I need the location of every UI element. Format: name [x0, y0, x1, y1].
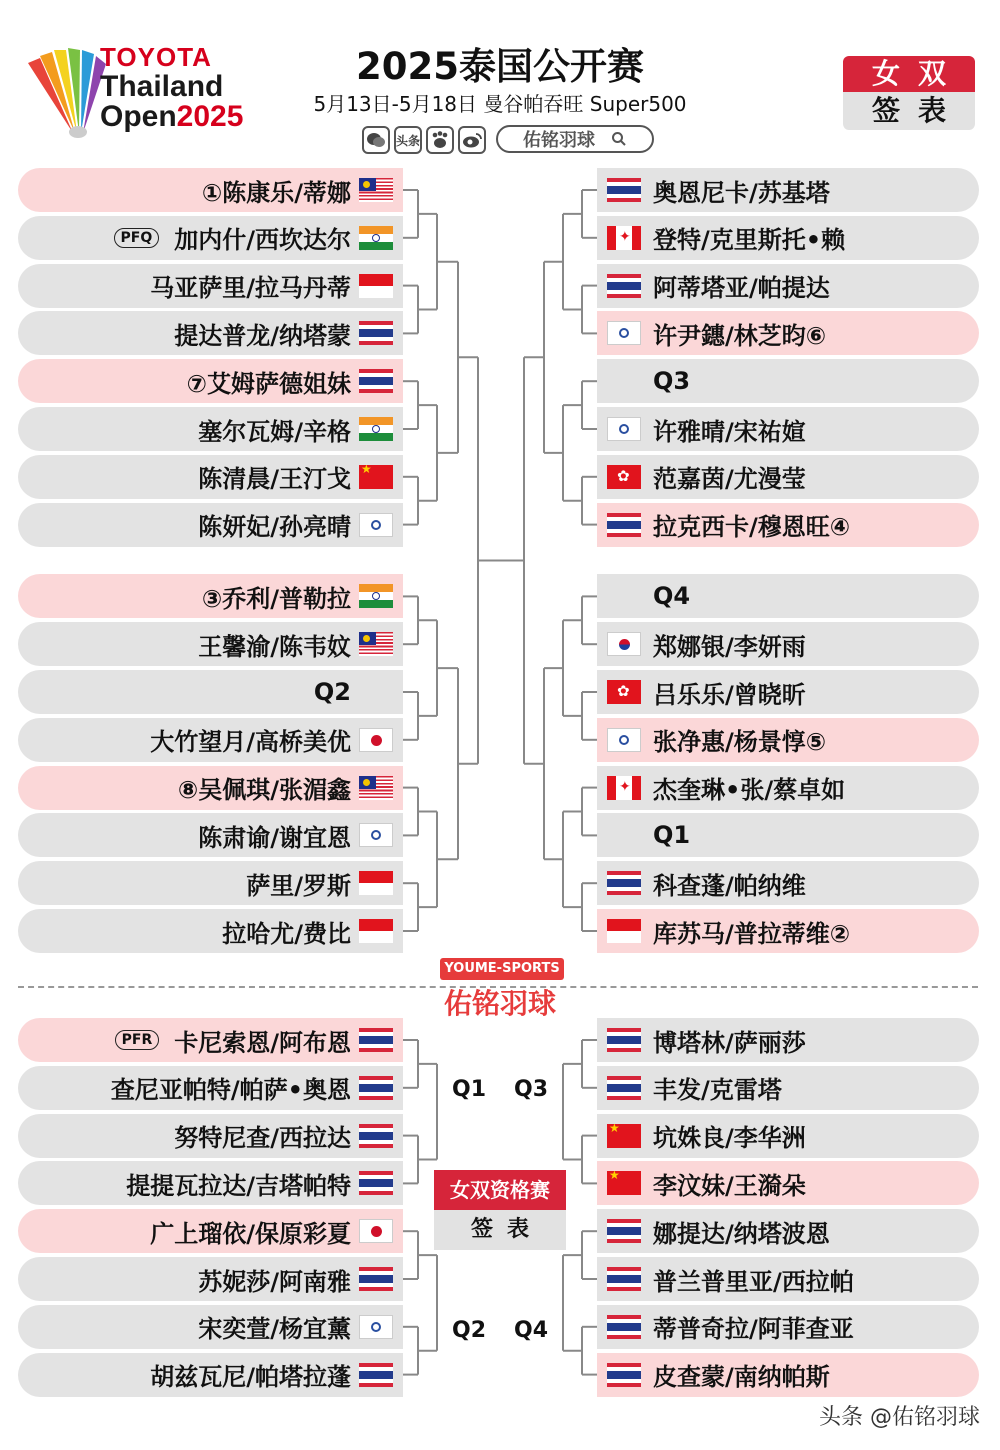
ind-flag-icon — [359, 584, 393, 608]
thai-flag-icon — [359, 369, 393, 393]
player-pair-entry — [18, 909, 403, 953]
mas-flag-icon — [359, 178, 393, 202]
kor-flag-icon — [607, 632, 641, 656]
player-pair-name: 吕乐乐/曾晓昕 — [653, 680, 806, 709]
empty-flag-slot — [359, 680, 393, 704]
player-pair-entry — [597, 1114, 979, 1158]
ina-flag-icon — [359, 274, 393, 298]
tpe-flag-icon — [359, 513, 393, 537]
thai-flag-icon — [359, 321, 393, 345]
can-flag-icon — [607, 226, 641, 250]
player-pair-entry — [597, 1305, 979, 1349]
thai-flag-icon — [607, 1219, 641, 1243]
player-pair-name: 苏妮莎/阿南雅 — [198, 1267, 351, 1296]
q4-label: Q4 — [514, 1318, 549, 1343]
player-pair-entry — [18, 1209, 403, 1253]
player-pair-entry — [18, 813, 403, 857]
event-badge-top: 女双 — [843, 56, 975, 92]
ind-flag-icon — [359, 417, 393, 441]
player-pair-name: 加内什/西坎达尔 — [174, 226, 351, 255]
pf-tag: PFQ — [114, 228, 160, 248]
event-badge-bottom: 签表 — [843, 92, 975, 130]
player-pair-name: 科查蓬/帕纳维 — [653, 871, 806, 900]
player-pair-name: 蒂普奇拉/阿菲查亚 — [653, 1315, 854, 1344]
hkg-flag-icon — [607, 680, 641, 704]
hkg-flag-icon — [607, 465, 641, 489]
player-pair-entry — [597, 574, 979, 618]
player-pair-entry — [18, 455, 403, 499]
player-pair-name: 胡兹瓦尼/帕塔拉蓬 — [150, 1363, 351, 1392]
mas-flag-icon — [359, 776, 393, 800]
thai-flag-icon — [607, 274, 641, 298]
thai-flag-icon — [359, 1171, 393, 1195]
player-pair-entry — [597, 455, 979, 499]
player-pair-entry — [18, 1114, 403, 1158]
player-pair-name: 博塔林/萨丽莎 — [653, 1028, 806, 1057]
player-pair-entry — [597, 216, 979, 260]
toutiao-label: 头条 — [396, 133, 421, 148]
player-pair-entry — [597, 813, 979, 857]
youme-sports-badge: YOUME-SPORTS — [440, 958, 564, 980]
thai-flag-icon — [359, 1124, 393, 1148]
player-pair-entry — [18, 1353, 403, 1397]
player-pair-entry — [18, 670, 403, 714]
player-pair-entry — [597, 766, 979, 810]
player-pair-entry — [18, 1018, 403, 1062]
thai-flag-icon — [607, 178, 641, 202]
empty-flag-slot — [607, 823, 641, 847]
player-pair-entry — [597, 407, 979, 451]
player-pair-entry — [18, 1257, 403, 1301]
player-pair-entry — [597, 503, 979, 547]
player-pair-name: ①陈康乐/蒂娜 — [201, 178, 351, 207]
player-pair-entry — [18, 766, 403, 810]
player-pair-name: 宋奕萱/杨宜薰 — [198, 1315, 351, 1344]
player-pair-name: ⑦艾姆萨德姐妹 — [186, 369, 351, 398]
player-pair-entry — [18, 1305, 403, 1349]
thai-flag-icon — [359, 1267, 393, 1291]
player-pair-entry — [597, 1066, 979, 1110]
player-pair-name: 杰奎琳•张/蔡卓如 — [653, 776, 846, 805]
player-pair-entry — [597, 168, 979, 212]
player-pair-name: 拉克西卡/穆恩旺④ — [653, 513, 851, 542]
player-pair-entry — [18, 574, 403, 618]
player-pair-name: 努特尼查/西拉达 — [174, 1124, 351, 1153]
player-pair-name: Q1 — [653, 821, 691, 850]
tpe-flag-icon — [607, 728, 641, 752]
mas-flag-icon — [359, 632, 393, 656]
player-pair-name: 李汶妹/王漪朵 — [653, 1171, 806, 1200]
player-pair-name: 库苏马/普拉蒂维② — [653, 919, 851, 948]
search-label: 佑铭羽球 — [523, 130, 595, 151]
player-pair-name: 郑娜银/李妍雨 — [653, 632, 806, 661]
player-pair-name: 许雅晴/宋祐媗 — [653, 417, 806, 446]
player-pair-entry — [18, 1066, 403, 1110]
ina-flag-icon — [359, 919, 393, 943]
logo-line-toyota: TOYOTA — [100, 42, 212, 72]
player-pair-entry — [597, 1209, 979, 1253]
player-pair-entry — [18, 622, 403, 666]
brand-text: 佑铭羽球 — [443, 987, 556, 1020]
logo-line-thailand: Thailand — [100, 70, 224, 103]
thai-flag-icon — [359, 1363, 393, 1387]
page-title: 2025泰国公开赛 — [356, 45, 644, 88]
player-pair-name: 奥恩尼卡/苏基塔 — [653, 178, 830, 207]
player-pair-name: 大竹望月/高桥美优 — [150, 728, 351, 757]
player-pair-entry — [597, 861, 979, 905]
ind-flag-icon — [359, 226, 393, 250]
thai-flag-icon — [607, 1267, 641, 1291]
thai-flag-icon — [607, 1363, 641, 1387]
player-pair-name: 提提瓦拉达/吉塔帕特 — [126, 1171, 351, 1200]
player-pair-name: 萨里/罗斯 — [246, 871, 351, 900]
player-pair-entry — [18, 1161, 403, 1205]
empty-flag-slot — [607, 584, 641, 608]
player-pair-entry — [597, 718, 979, 762]
player-pair-name: ③乔利/普勒拉 — [201, 584, 351, 613]
player-pair-entry — [18, 311, 403, 355]
tpe-flag-icon — [359, 1315, 393, 1339]
player-pair-name: 登特/克里斯托•赖 — [653, 226, 846, 255]
player-pair-entry — [597, 311, 979, 355]
jpn-flag-icon — [359, 1219, 393, 1243]
thai-flag-icon — [607, 1315, 641, 1339]
player-pair-entry — [597, 1353, 979, 1397]
player-pair-entry — [597, 1257, 979, 1301]
player-pair-name: 广上瑠依/保原彩夏 — [150, 1219, 351, 1248]
player-pair-name: 张净惠/杨景惇⑤ — [653, 728, 827, 757]
player-pair-name: 陈肃谕/谢宜恩 — [198, 823, 351, 852]
player-pair-name: 提达普龙/纳塔蒙 — [174, 321, 351, 350]
player-pair-name: 查尼亚帕特/帕萨•奥恩 — [110, 1076, 351, 1105]
thai-flag-icon — [359, 1076, 393, 1100]
thai-flag-icon — [607, 1028, 641, 1052]
ina-flag-icon — [607, 919, 641, 943]
player-pair-name: 马亚萨里/拉马丹蒂 — [150, 274, 351, 303]
player-pair-entry — [597, 622, 979, 666]
pf-tag: PFR — [115, 1030, 160, 1050]
qualifying-title-top: 女双资格赛 — [434, 1170, 566, 1210]
player-pair-name: 丰发/克雷塔 — [653, 1076, 782, 1105]
jpn-flag-icon — [359, 728, 393, 752]
player-pair-name: 娜提达/纳塔波恩 — [653, 1219, 830, 1248]
page-subtitle: 5月13日-5月18日 曼谷帕吞旺 Super500 — [313, 92, 687, 116]
player-pair-name: 皮查蒙/南纳帕斯 — [653, 1363, 830, 1392]
player-pair-entry — [18, 359, 403, 403]
ina-flag-icon — [359, 871, 393, 895]
player-pair-entry — [597, 670, 979, 714]
player-pair-name: Q2 — [313, 678, 351, 706]
player-pair-name: 陈清晨/王汀戈 — [198, 465, 351, 494]
player-pair-name: 许尹鏸/林芝昀⑥ — [653, 321, 827, 350]
player-pair-entry — [597, 1018, 979, 1062]
player-pair-entry — [18, 503, 403, 547]
tpe-flag-icon — [359, 823, 393, 847]
thai-flag-icon — [607, 871, 641, 895]
player-pair-entry — [597, 1161, 979, 1205]
player-pair-entry — [18, 407, 403, 451]
player-pair-entry — [18, 168, 403, 212]
chn-flag-icon — [359, 465, 393, 489]
thai-flag-icon — [607, 513, 641, 537]
thai-flag-icon — [607, 1076, 641, 1100]
player-pair-entry — [18, 718, 403, 762]
q2-label: Q2 — [452, 1318, 487, 1343]
thai-flag-icon — [359, 1028, 393, 1052]
player-pair-name: 普兰普里亚/西拉帕 — [653, 1267, 854, 1296]
player-pair-name: Q4 — [653, 582, 691, 611]
empty-flag-slot — [607, 369, 641, 393]
tpe-flag-icon — [607, 321, 641, 345]
chn-flag-icon — [607, 1171, 641, 1195]
player-pair-name: 拉哈尤/费比 — [222, 919, 351, 948]
q1-label: Q1 — [452, 1077, 487, 1102]
player-pair-name: 塞尔瓦姆/辛格 — [198, 417, 351, 446]
player-pair-name: 王馨渝/陈韦妏 — [198, 632, 351, 661]
player-pair-entry — [597, 909, 979, 953]
tpe-flag-icon — [607, 417, 641, 441]
logo-line-open: Open2025 — [100, 100, 244, 133]
player-pair-entry — [18, 264, 403, 308]
player-pair-name: 坑姝良/李华洲 — [653, 1124, 806, 1153]
chn-flag-icon — [607, 1124, 641, 1148]
qualifying-title — [434, 1170, 566, 1250]
can-flag-icon — [607, 776, 641, 800]
player-pair-name: 陈妍妃/孙亮晴 — [198, 513, 351, 542]
player-pair-name: Q3 — [653, 367, 691, 396]
player-pair-entry — [597, 359, 979, 403]
player-pair-name: 卡尼索恩/阿布恩 — [174, 1028, 351, 1057]
qualifying-title-bottom: 签表 — [434, 1210, 566, 1250]
player-pair-entry — [18, 861, 403, 905]
player-pair-entry — [18, 216, 403, 260]
q3-label: Q3 — [514, 1077, 549, 1102]
player-pair-name: ⑧吴佩琪/张湄鑫 — [177, 776, 351, 805]
player-pair-entry — [597, 264, 979, 308]
player-pair-name: 范嘉茵/尤漫莹 — [653, 465, 806, 494]
player-pair-name: 阿蒂塔亚/帕提达 — [653, 274, 830, 303]
footer-credit: 头条 @佑铭羽球 — [819, 1405, 980, 1430]
